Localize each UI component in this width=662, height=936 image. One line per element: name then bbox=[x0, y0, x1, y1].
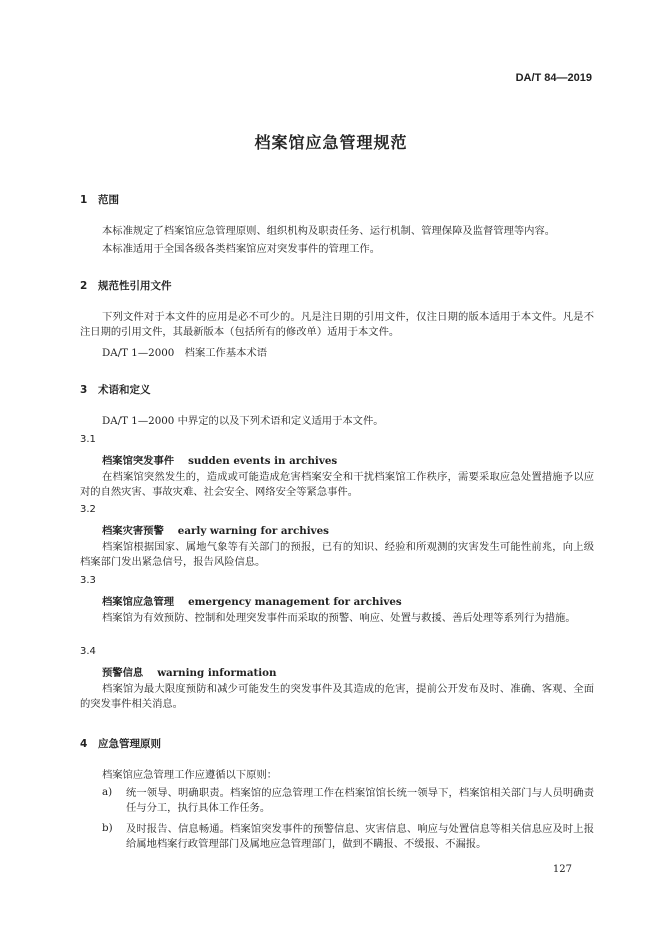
list-item: 及时报告、信息畅通。档案馆突发事件的预警信息、灾害信息、响应与处置信息等相关信息应及时上报给属地档案行政管理部门及属地应急管理部门，做到不瞒报、不缓报、不漏报。 bbox=[126, 823, 594, 850]
section-4-intro: 档案馆应急管理工作应遵循以下原则： bbox=[102, 769, 278, 781]
section-2-heading bbox=[80, 278, 172, 293]
term-english: emergency management for archives bbox=[188, 596, 402, 608]
section-number: 2 bbox=[80, 280, 88, 292]
term-english: sudden events in archives bbox=[188, 455, 338, 467]
section-number: 3 bbox=[80, 384, 88, 396]
term-definition: 在档案馆突然发生的，造成或可能造成危害档案安全和干扰档案馆工作秩序，需要采取应急处置措施予以应对的自然灾害、事故灾难、社会安全、网络安全等紧急事件。 bbox=[80, 471, 594, 498]
list-marker: a) bbox=[102, 786, 113, 798]
term-heading bbox=[102, 452, 337, 467]
term-chinese: 预警信息 bbox=[102, 667, 144, 679]
list-item: 统一领导、明确职责。档案馆的应急管理工作在档案馆馆长统一领导下，档案馆相关部门与人员明确责任与分工，执行具体工作任务。 bbox=[126, 787, 594, 814]
list-marker: b) bbox=[102, 822, 113, 834]
term-heading bbox=[102, 664, 277, 679]
term-number: 3.3 bbox=[80, 575, 96, 586]
term-chinese: 档案灾害预警 bbox=[102, 525, 164, 537]
term-english: warning information bbox=[157, 667, 277, 679]
term-english: early warning for archives bbox=[177, 525, 329, 537]
standard-code: DA/T 84—2019 bbox=[515, 72, 592, 84]
section-3-heading bbox=[80, 382, 151, 397]
term-definition: 档案馆为有效预防、控制和处理突发事件而采取的预警、响应、处置与救援、善后处理等系列行为措施。 bbox=[102, 612, 576, 624]
term-chinese: 档案馆应急管理 bbox=[102, 596, 175, 608]
term-definition: 档案馆为最大限度预防和减少可能发生的突发事件及其造成的危害，提前公开发布及时、准确、客观、全面的突发事件相关消息。 bbox=[80, 683, 594, 710]
section-title: 规范性引用文件 bbox=[98, 280, 172, 292]
term-number: 3.4 bbox=[80, 646, 96, 657]
section-title: 范围 bbox=[98, 194, 119, 206]
section-1-paragraph: 本标准规定了档案馆应急管理原则、组织机构及职责任务、运行机制、管理保障及监督管理等内容。 bbox=[102, 225, 556, 237]
section-title: 应急管理原则 bbox=[98, 738, 161, 750]
section-3-intro: DA/T 1—2000 中界定的以及下列术语和定义适用于本文件。 bbox=[102, 415, 384, 427]
section-number: 1 bbox=[80, 194, 88, 206]
section-title: 术语和定义 bbox=[98, 384, 151, 396]
term-chinese: 档案馆突发事件 bbox=[102, 455, 175, 467]
normative-reference: DA/T 1—2000 档案工作基本术语 bbox=[102, 347, 268, 359]
term-heading bbox=[102, 522, 329, 537]
section-2-paragraph: 下列文件对于本文件的应用是必不可少的。凡是注日期的引用文件，仅注日期的版本适用于本文件。凡是不注日期的引用文件，其最新版本（包括所有的修改单）适用于本文件。 bbox=[80, 311, 594, 338]
page-number: 127 bbox=[552, 864, 572, 875]
term-number: 3.2 bbox=[80, 504, 96, 515]
term-number: 3.1 bbox=[80, 434, 96, 445]
term-definition: 档案馆根据国家、属地气象等有关部门的预报，已有的知识、经验和所观测的灾害发生可能性前兆，向上级档案部门发出紧急信号，报告风险信息。 bbox=[80, 541, 594, 568]
document-title: 档案馆应急管理规范 bbox=[254, 133, 408, 152]
section-number: 4 bbox=[80, 738, 88, 750]
section-4-heading bbox=[80, 736, 161, 751]
section-1-heading bbox=[80, 192, 119, 207]
term-heading bbox=[102, 593, 402, 608]
section-1-paragraph: 本标准适用于全国各级各类档案馆应对突发事件的管理工作。 bbox=[102, 243, 381, 255]
